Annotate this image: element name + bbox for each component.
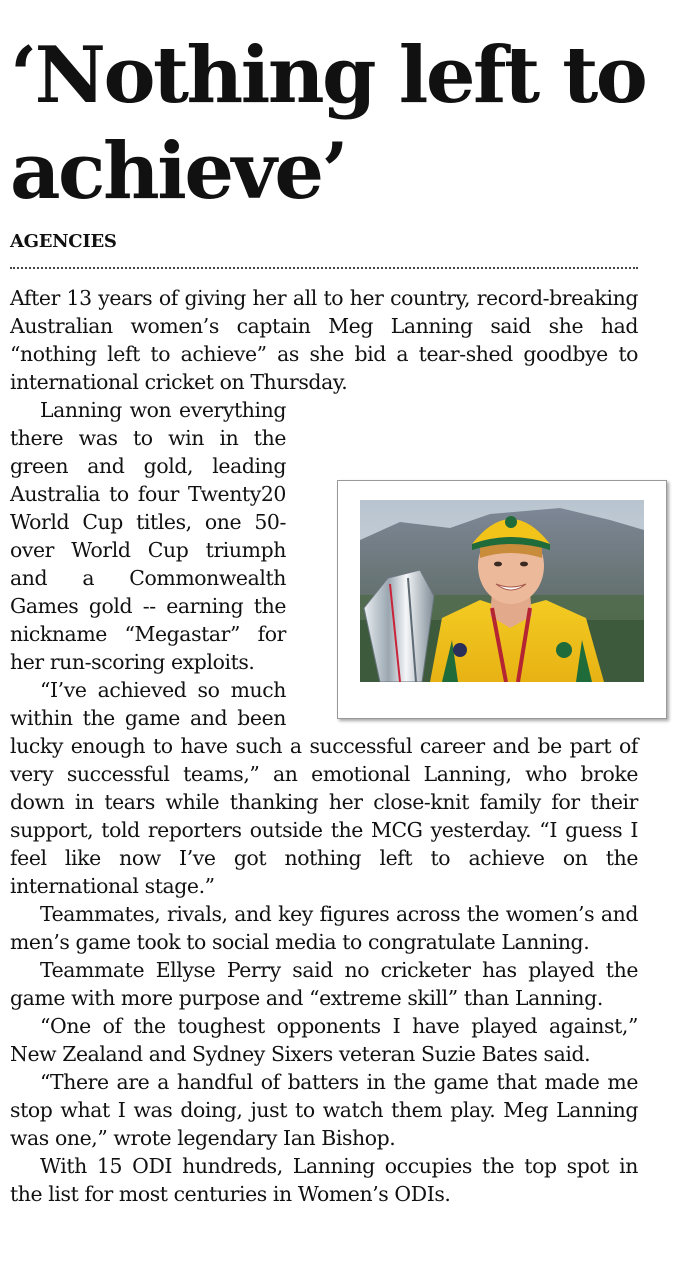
headline: ‘Nothing left to achieve’ [10,30,646,217]
paragraph: “One of the toughest opponents I have played against,” New Zealand and Sydney Sixers veteran Suzie Bates said. [10,1014,638,1066]
dotted-divider [10,267,638,269]
article-body [10,284,638,1208]
paragraph-text: Lanning won everything there was to win in the green and gold, leading Australia to four Twenty20 World Cup titles, one 50-over World Cup triumph and a Commonwealth Games gold -- earning the nickname “Megastar” for her run-scoring exploits. [10,398,286,674]
player-photo [337,480,667,719]
paragraph: Teammates, rivals, and key figures across the women’s and men’s game took to social media to congratulate Lanning. [10,902,638,954]
photo-image [360,500,644,682]
paragraph: After 13 years of giving her all to her country, record-breaking Australian women’s captain Meg Lanning said she had “nothing left to achieve” as she bid a tear-shed goodbye to international cricket on Thursday. [10,286,638,394]
paragraph: “I’ve achieved so much within the game and been lucky enough to have such a successful career and be part of very successful teams,” an emotional Lanning, who broke down in tears while thanking her close-knit family for their support, told reporters outside the MCG yesterday. “I guess I feel like now I’ve got nothing left to achieve on the international stage.” [10,678,638,898]
paragraph: “There are a handful of batters in the game that made me stop what I was doing, just to watch them play. Meg Lanning was one,” wrote legendary Ian Bishop. [10,1070,638,1150]
paragraph: Teammate Ellyse Perry said no cricketer has played the game with more purpose and “extreme skill” than Lanning. [10,958,638,1010]
paragraph: With 15 ODI hundreds, Lanning occupies the top spot in the list for most centuries in Women’s ODIs. [10,1154,638,1206]
byline: AGENCIES [10,231,117,252]
